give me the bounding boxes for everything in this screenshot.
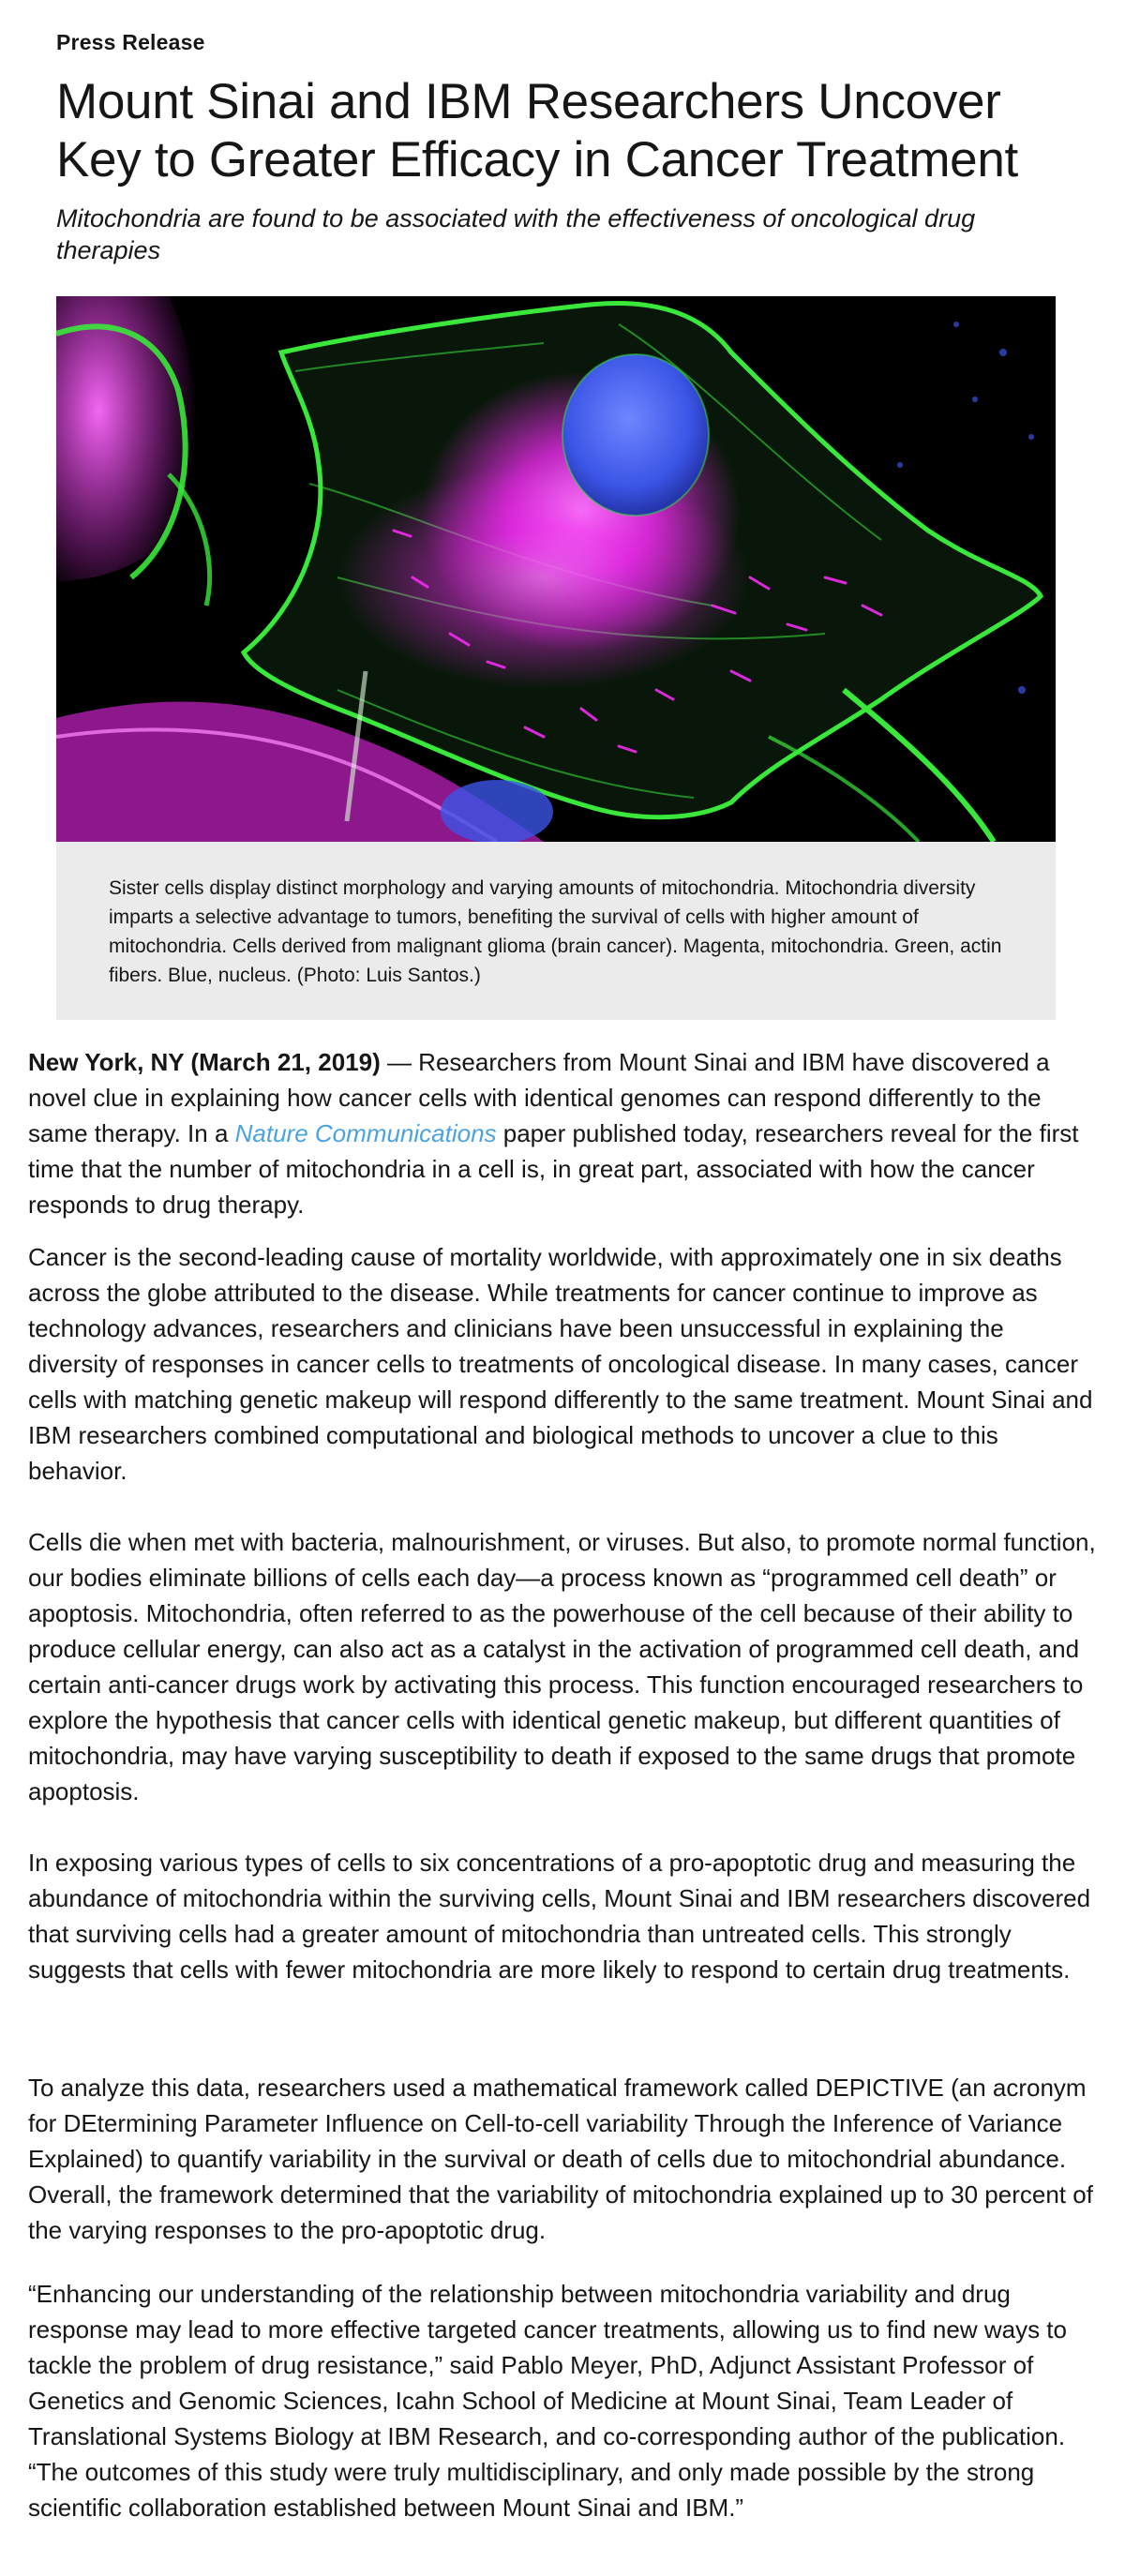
page-subtitle: Mitochondria are found to be associated with the effectiveness of oncological drug therapies [56, 204, 976, 264]
nature-communications-link[interactable]: Nature Communications [234, 1119, 497, 1147]
cell-micrograph [56, 296, 1056, 842]
paragraph-1-text-b: paper published today, researchers reveal for the first time that the number of mitochondria in a cell is, in great part, associated with how the cancer responds to drug therapy. [28, 1119, 1079, 1219]
article-paragraph-1 [28, 1044, 1097, 1222]
article-paragraph-5: To analyze this data, researchers used a mathematical framework called DEPICTIVE (an acronym for DEtermining Parameter Influence on Cell-to-cell variability Through the Inference of Variance Explained) to quantify variability in the survival or death of cells due to mitochondrial abundance. Overall, the framework determined that the variability of mitochondria explained up to 30 percent of the varying responses to the pro-apoptotic drug. [28, 2074, 1093, 2244]
article-paragraph-2: Cancer is the second-leading cause of mortality worldwide, with approximately one in six deaths across the globe attributed to the disease. While treatments for cancer continue to improve as technology advances, researchers and clinicians have been unsuccessful in explaining the diversity of responses in cancer cells to treatments of oncological disease. In many cases, cancer cells with matching genetic makeup will respond differently to the same treatment. Mount Sinai and IBM researchers combined computational and biological methods to uncover a clue to this behavior. [28, 1243, 1093, 1485]
article-paragraph-4: In exposing various types of cells to six concentrations of a pro-apoptotic drug and measuring the abundance of mitochondria within the surviving cells, Mount Sinai and IBM researchers discovered that surviving cells had a greater amount of mitochondria than untreated cells. This strongly suggests that cells with fewer mitochondria are more likely to respond to certain drug treatments. [28, 1849, 1091, 1984]
nucleus [562, 354, 709, 516]
paragraph-1-text-a: — Researchers from Mount Sinai and IBM have discovered a novel clue in explaining how cancer cells with identical genomes can respond differently to the same therapy. In a [28, 1048, 1050, 1147]
press-release-label: Press Release [56, 30, 205, 54]
image-caption: Sister cells display distinct morphology and varying amounts of mitochondria. Mitochondria diversity imparts a selective advantage to tumors, benefiting the survival of cells with higher amount of mitochondria. Cells derived from malignant glioma (brain cancer). Magenta, mitochondria. Green, actin fibers. Blue, nucleus. (Photo: Luis Santos.) [109, 877, 1002, 986]
page-title: Mount Sinai and IBM Researchers Uncover Key to Greater Efficacy in Cancer Treatment [56, 74, 1018, 187]
article-paragraph-3: Cells die when met with bacteria, malnourishment, or viruses. But also, to promote normal function, our bodies eliminate billions of cells each day—a process known as “programmed cell death” or apoptosis. Mitochondria, often referred to as the powerhouse of the cell because of their ability to produce cellular energy, can also act as a catalyst in the activation of programmed cell death, and certain anti-cancer drugs work by activating this process. This function encouraged researchers to explore the hypothesis that cancer cells with identical genetic makeup, but different quantities of mitochondria, may have varying susceptibility to death if exposed to the same drugs that promote apoptosis. [28, 1528, 1096, 1805]
article-paragraph-6: “Enhancing our understanding of the relationship between mitochondria variability and drug response may lead to more effective targeted cancer treatments, allowing us to find new ways to tackle the problem of drug resistance,” said Pablo Meyer, PhD, Adjunct Assistant Professor of Genetics and Genomic Sciences, Icahn School of Medicine at Mount Sinai, Team Leader of Translational Systems Biology at IBM Research, and co-corresponding author of the publication. “The outcomes of this study were truly multidisciplinary, and only made possible by the strong scientific collaboration established between Mount Sinai and IBM.” [28, 2280, 1067, 2522]
image-caption-box [56, 842, 1056, 1020]
dateline: New York, NY (March 21, 2019) [28, 1048, 381, 1076]
microscopy-image [56, 296, 1056, 842]
